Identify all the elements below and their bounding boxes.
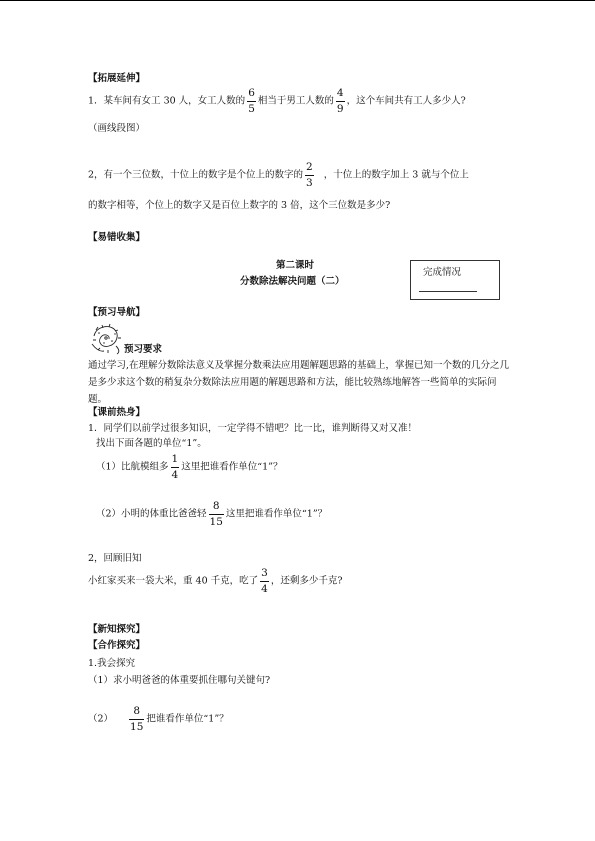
fraction-1-4: $\frac{1}{4}$ bbox=[171, 453, 179, 481]
warmup-question-a-text: （1）比航模组多 bbox=[96, 461, 169, 473]
question-2-text-b: ，十位上的数字加上 3 就与个位上 bbox=[323, 169, 469, 181]
completion-status-blank bbox=[419, 291, 477, 292]
question-1-text-c: ，这个车间共有工人多少人? bbox=[346, 95, 466, 107]
question-1 bbox=[88, 88, 466, 114]
warmup-line-1: 1．同学们以前学过很多知识，一定学得不错吧？比一比，谁判断得又对又准！ bbox=[88, 423, 418, 434]
warmup-question-a-tail: 这里把谁看作单位“1”？ bbox=[181, 461, 283, 473]
page-top-rule bbox=[0, 0, 595, 1]
rice-question-text: 小红家买来一袋大米，重 40 千克，吃了 bbox=[88, 575, 259, 587]
rice-question-tail: ，还剩多少千克? bbox=[270, 575, 343, 587]
fraction-8-15: $\frac{8}{15}$ bbox=[209, 500, 223, 528]
warmup-question-b-tail: 这里把谁看作单位“1”？ bbox=[225, 508, 328, 520]
completion-status-box bbox=[410, 260, 500, 300]
fraction-8-15-explore: $\frac{8}{15}$ bbox=[130, 705, 144, 733]
fraction-6-5: $\frac{6}{5}$ bbox=[248, 87, 255, 115]
warmup-question-b-text: （2）小明的体重比爸爸轻 bbox=[96, 508, 207, 520]
explore-question-2-num: （2） bbox=[88, 713, 114, 725]
warmup-line-2: 找出下面各题的单位“1”。 bbox=[96, 438, 207, 449]
section-cooperate: 【合作探究】 bbox=[88, 640, 146, 651]
section-mistakes: 【易错收集】 bbox=[88, 232, 146, 243]
lesson-title: 第二课时 bbox=[276, 260, 315, 271]
question-2 bbox=[88, 162, 469, 188]
review-heading: 2，回顾旧知 bbox=[88, 553, 142, 564]
explore-question-2-tail: 把谁看作单位“1”？ bbox=[146, 713, 229, 725]
preview-requirement-heading: 预习要求 bbox=[124, 344, 163, 355]
completion-status-label: 完成情况 bbox=[423, 267, 462, 278]
section-new-knowledge: 【新知探究】 bbox=[88, 624, 146, 635]
question-2-text-a: 2，有一个三位数，十位上的数字是个位上的数字的 bbox=[88, 169, 304, 181]
section-extension: 【拓展延伸】 bbox=[88, 73, 146, 84]
warmup-question-a bbox=[96, 454, 283, 480]
explore-question-2 bbox=[88, 706, 229, 732]
explore-line-2: （1）求小明爸爸的体重要抓住哪句关键句? bbox=[88, 675, 271, 686]
lesson-subtitle: 分数除法解决问题（二） bbox=[240, 276, 345, 287]
section-preview: 【预习导航】 bbox=[88, 307, 146, 318]
explore-line-1: 1.我会探究 bbox=[88, 658, 136, 669]
question-1-text-a: 1．某车间有女工 30 人，女工人数的 bbox=[88, 95, 246, 107]
fraction-4-9: $\frac{4}{9}$ bbox=[336, 87, 344, 115]
warmup-question-b bbox=[96, 501, 327, 527]
rice-question bbox=[88, 568, 342, 594]
fraction-2-3: $\frac{2}{3}$ bbox=[306, 161, 313, 189]
decorative-swirl-icon bbox=[90, 322, 124, 356]
fraction-3-4: $\frac{3}{4}$ bbox=[261, 567, 268, 595]
question-1-note: （画线段图） bbox=[88, 123, 146, 134]
question-1-text-b: 相当于男工人数的 bbox=[257, 95, 334, 107]
preview-requirement-text: 通过学习,在理解分数除法意义及掌握分数乘法应用题解题思路的基础上，掌握已知一个数的几分之几是多少求这个数的稍复杂分数除法应用题的解题思路和方法，能比较熟练地解答一些简单的实际问题。 bbox=[88, 360, 510, 405]
section-warmup: 【课前热身】 bbox=[88, 407, 146, 418]
question-2-line-2: 的数字相等，个位上的数字又是百位上数字的 3 倍，这个三位数是多少? bbox=[88, 200, 391, 211]
